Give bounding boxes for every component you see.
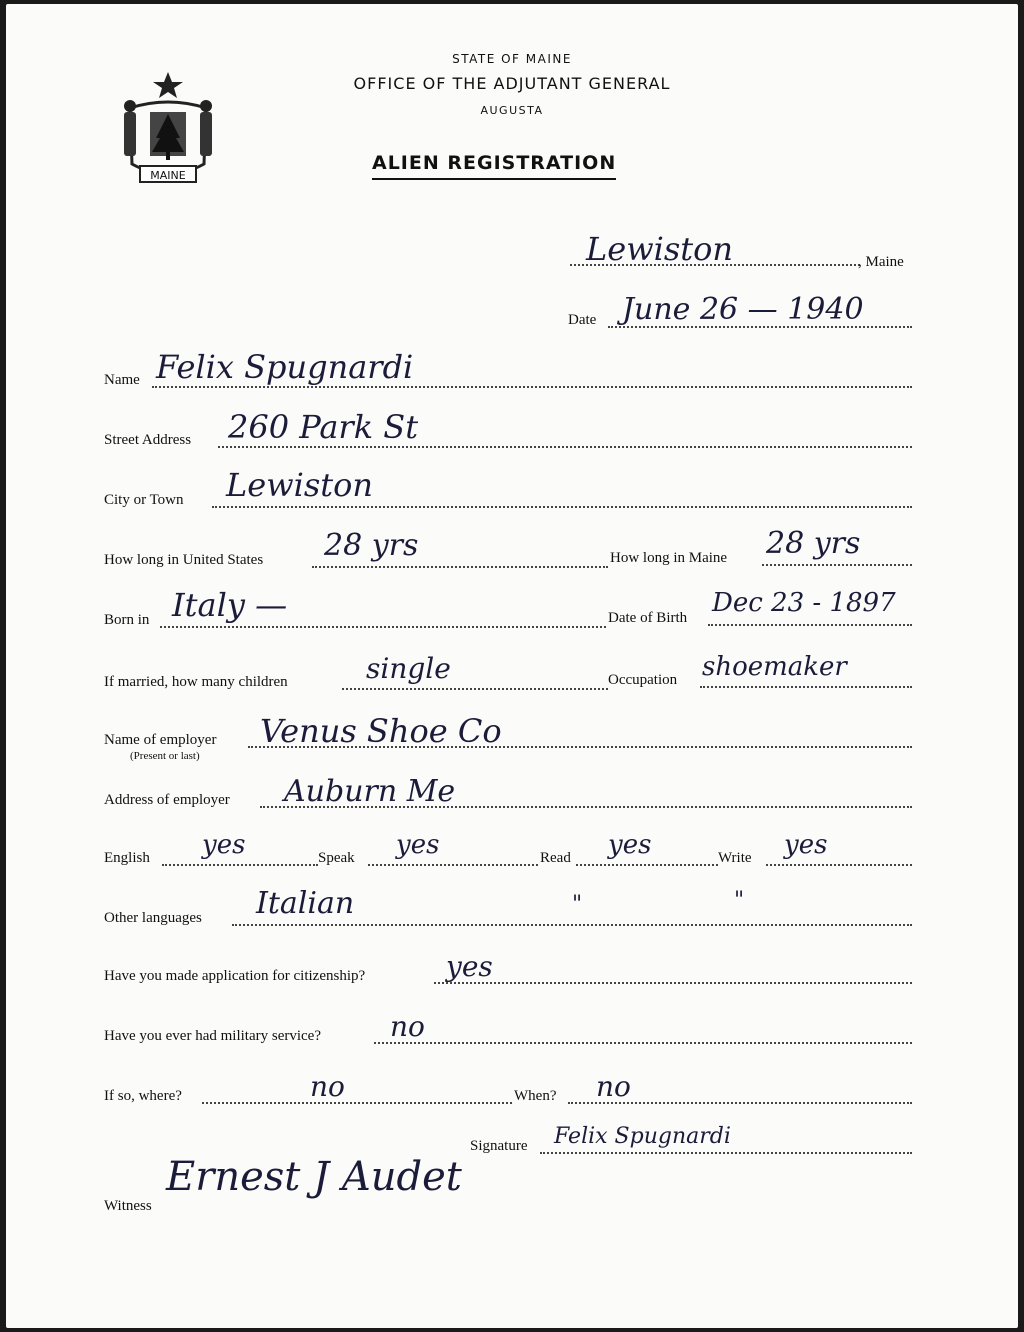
- registration-form-page: [6, 4, 1018, 1328]
- when-label: When?: [514, 1088, 557, 1104]
- military-service-label: Have you ever had military service?: [104, 1028, 321, 1044]
- date-label: Date: [568, 312, 597, 328]
- how-long-us-label: How long in United States: [104, 552, 264, 568]
- date-of-birth-value: Dec 23 - 1897: [712, 588, 896, 618]
- city-town-label: City or Town: [104, 492, 184, 508]
- citizenship-label: Have you made application for citizenship?: [104, 968, 366, 984]
- name-label: Name: [104, 372, 140, 388]
- employer-address-label: Address of employer: [104, 792, 230, 808]
- how-long-maine-label: How long in Maine: [610, 550, 728, 566]
- children-label: If married, how many children: [104, 674, 288, 690]
- read-label: Read: [540, 850, 571, 866]
- write-value: yes: [784, 830, 828, 860]
- office-heading: OFFICE OF THE ADJUTANT GENERAL: [353, 74, 671, 93]
- ditto-mark-2: ": [734, 888, 745, 913]
- employer-address-value: Auburn Me: [284, 774, 456, 809]
- english-value: yes: [202, 830, 246, 860]
- form-title: ALIEN REGISTRATION: [372, 152, 616, 180]
- maine-label: , Maine: [858, 254, 904, 270]
- name-value: Felix Spugnardi: [156, 348, 414, 386]
- occupation-value: shoemaker: [702, 652, 847, 682]
- other-languages-value: Italian: [256, 886, 355, 921]
- read-value: yes: [608, 830, 652, 860]
- date-of-birth-label: Date of Birth: [608, 610, 688, 626]
- street-address-value: 260 Park St: [228, 408, 419, 446]
- ditto-mark-1: ": [572, 892, 583, 917]
- born-in-label: Born in: [104, 612, 150, 628]
- how-long-us-value: 28 yrs: [324, 528, 419, 563]
- street-address-label: Street Address: [104, 432, 192, 448]
- town-value: Lewiston: [586, 230, 733, 268]
- employer-name-sublabel: (Present or last): [130, 750, 200, 762]
- where-value: no: [310, 1070, 345, 1103]
- witness-signature: Ernest J Audet: [166, 1154, 462, 1200]
- english-label: English: [104, 850, 150, 866]
- date-value: June 26 — 1940: [622, 292, 864, 327]
- applicant-signature: Felix Spugnardi: [554, 1124, 731, 1149]
- occupation-label: Occupation: [608, 672, 678, 688]
- write-label: Write: [718, 850, 752, 866]
- witness-label: Witness: [104, 1198, 152, 1214]
- state-heading: STATE OF MAINE: [452, 52, 572, 66]
- employer-name-value: Venus Shoe Co: [260, 712, 502, 750]
- other-languages-label: Other languages: [104, 910, 202, 926]
- military-service-value: no: [390, 1010, 425, 1043]
- speak-label: Speak: [318, 850, 355, 866]
- how-long-maine-value: 28 yrs: [766, 526, 861, 561]
- employer-name-label: Name of employer: [104, 732, 217, 748]
- children-value: single: [366, 652, 451, 685]
- signature-label: Signature: [470, 1138, 528, 1154]
- city-heading: AUGUSTA: [480, 104, 544, 117]
- born-in-value: Italy —: [172, 586, 288, 624]
- citizenship-value: yes: [446, 950, 493, 983]
- where-label: If so, where?: [104, 1088, 182, 1104]
- speak-value: yes: [396, 830, 440, 860]
- city-town-value: Lewiston: [226, 466, 373, 504]
- seal-banner-text: MAINE: [150, 169, 186, 182]
- when-value: no: [596, 1070, 631, 1103]
